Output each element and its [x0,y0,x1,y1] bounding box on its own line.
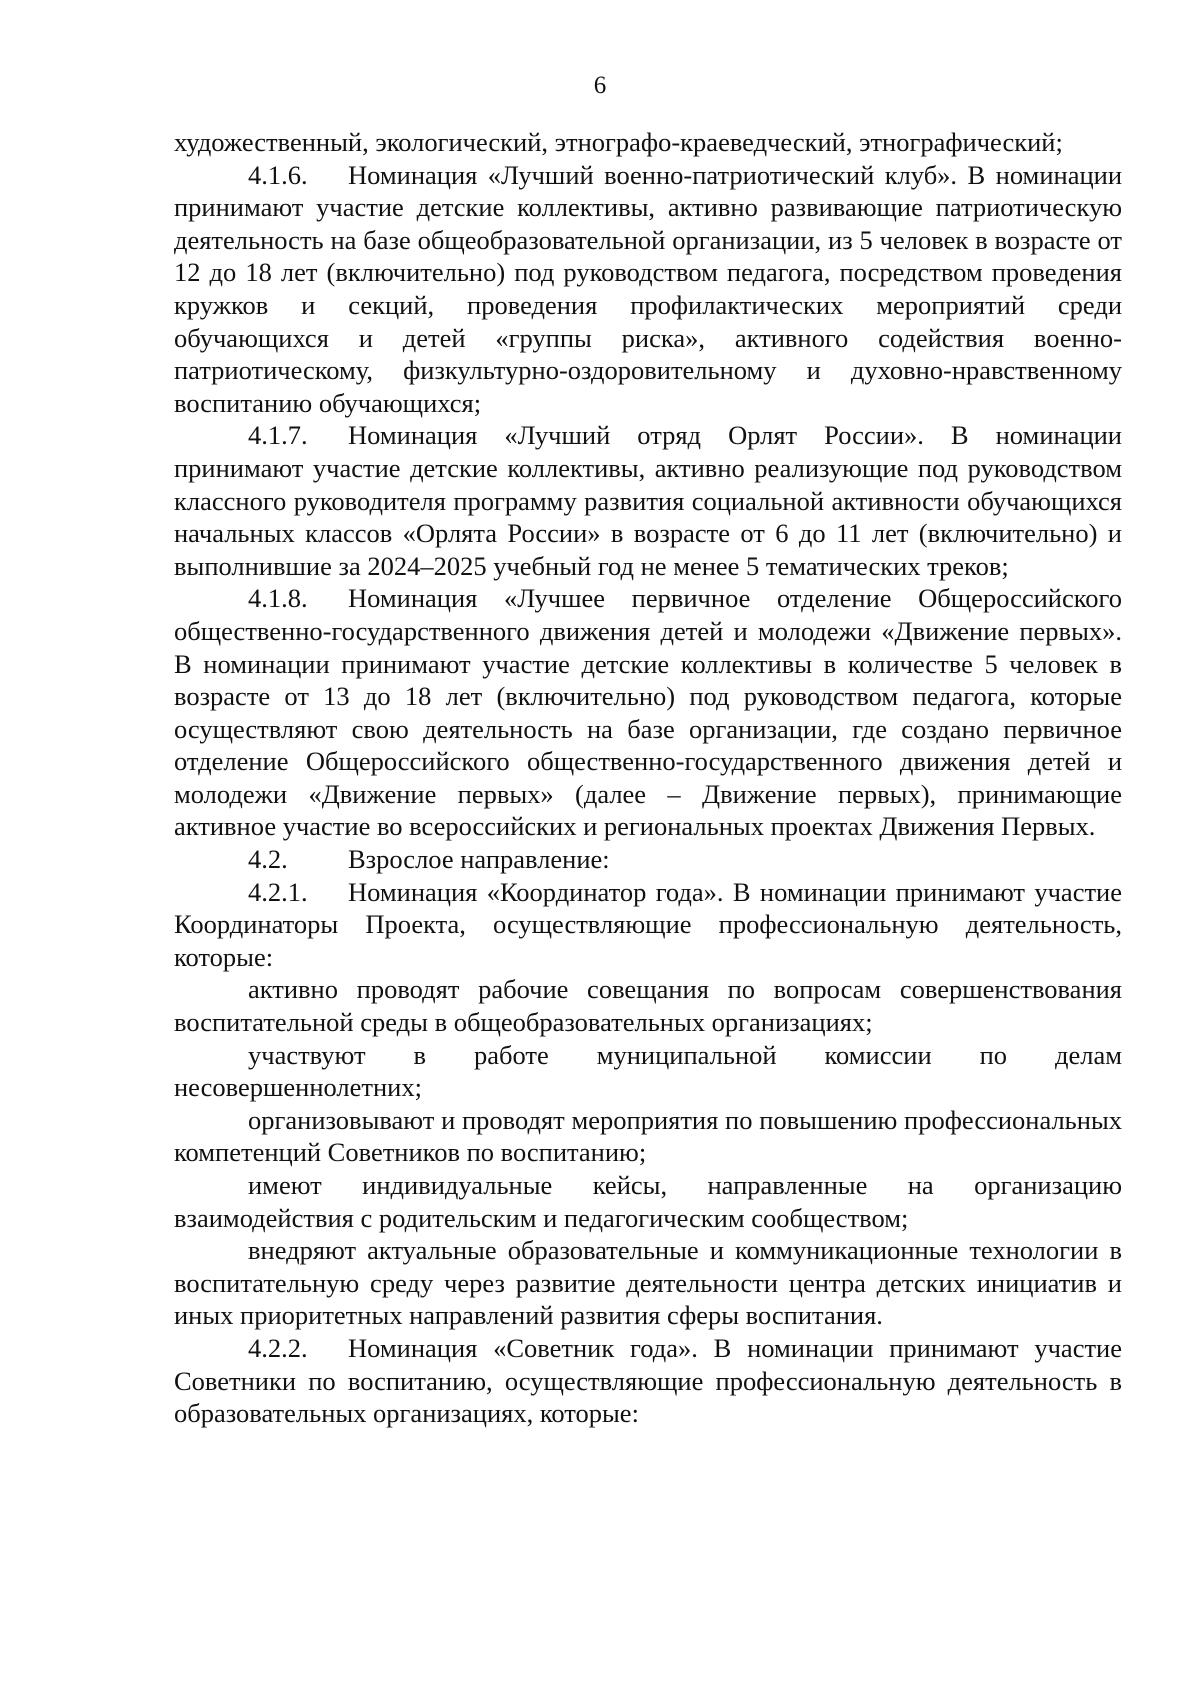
clause-number: 4.2.1. [248,876,308,907]
paragraph-text: Номинация «Лучший военно-патриотический клуб». В номинации принимают участие детские коллективы, активно развивающие патриотическую деятельность на базе общеобразовательной организации, из 5 человек в возрасте от 12 до 18 лет (включительно) под руководством педагога, посредством проведения кружков и секций, проведения профилактических мероприятий среди обучающихся и детей «группы риска», активного содействия военно-патриотическому, физкультурно-оздоровительному и духовно-нравственному воспитанию обучающихся; [174,159,1122,418]
document-body [174,126,1122,1430]
paragraph-text: организовывают и проводят мероприятия по повышению профессиональных компетенций Советников по воспитанию; [174,1104,1122,1168]
list-item [174,973,1122,1038]
paragraph-text: внедряют актуальные образовательные и коммуникационные технологии в воспитательную среду через развитие деятельности центра детских инициатив и иных приоритетных направлений развития сферы воспитания. [174,1235,1122,1331]
paragraph-text: активно проводят рабочие совещания по вопросам совершенствования воспитательной среды в общеобразовательных организациях; [174,974,1122,1038]
paragraph-text: Взрослое направление: [348,844,610,875]
paragraph-4-2 [174,843,1122,876]
paragraph-4-2-1 [174,876,1122,974]
list-item [174,1039,1122,1104]
clause-number: 4.2.2. [248,1332,308,1363]
paragraph-text: имеют индивидуальные кейсы, направленные на организацию взаимодействия с родительским и педагогическим сообществом; [174,1170,1122,1233]
clause-number: 4.2. [248,844,288,875]
paragraph-text: Номинация «Лучший отряд Орлят России». В номинации принимают участие детские коллективы, активно реализующие под руководством классного руководителя программу развития социальной активности обучающихся начальных классов «Орлята России» в возрасте от 6 до 11 лет (включительно) и выполнившие за 2024–2025 учебный год не менее 5 тематических треков; [174,420,1122,581]
clause-number: 4.1.8. [248,583,308,614]
paragraph-text: Номинация «Советник года». В номинации принимают участие Советники по воспитанию, осуществляющие профессиональную деятельность в образовательных организациях, которые: [174,1332,1122,1429]
list-item [174,1234,1122,1332]
paragraph-text: Номинация «Лучшее первичное отделение Общероссийского общественно-государственного движения детей и молодежи «Движение первых». В номинации принимают участие детские коллективы в количестве 5 человек в возрасте от 13 до 18 лет (включительно) под руководством педагога, которые осуществляют свою деятельность на базе организации, где создано первичное отделение Общероссийского общественно-государственного движения детей и молодежи «Движение первых» (далее – Движение первых), принимающие активное участие во всероссийских и региональных проектах Движения Первых. [174,583,1122,842]
list-item [174,1169,1122,1234]
paragraph-4-1-6 [174,159,1122,420]
paragraph-text: Номинация «Координатор года». В номинации принимают участие Координаторы Проекта, осуществляющие профессиональную деятельность, которые: [174,876,1122,972]
paragraph-text: участвуют в работе муниципальной комиссии по делам несовершеннолетних; [174,1039,1122,1103]
page-number: 6 [593,72,607,99]
paragraph-4-2-2 [174,1332,1122,1430]
clause-number: 4.1.7. [248,420,308,451]
list-item [174,1104,1122,1169]
paragraph-4-1-8 [174,582,1122,843]
paragraph-4-1-7 [174,419,1122,582]
clause-number: 4.1.6. [248,159,308,190]
paragraph [174,126,1122,159]
paragraph-text: художественный, экологический, этнографо-краеведческий, этнографический; [174,127,1063,157]
